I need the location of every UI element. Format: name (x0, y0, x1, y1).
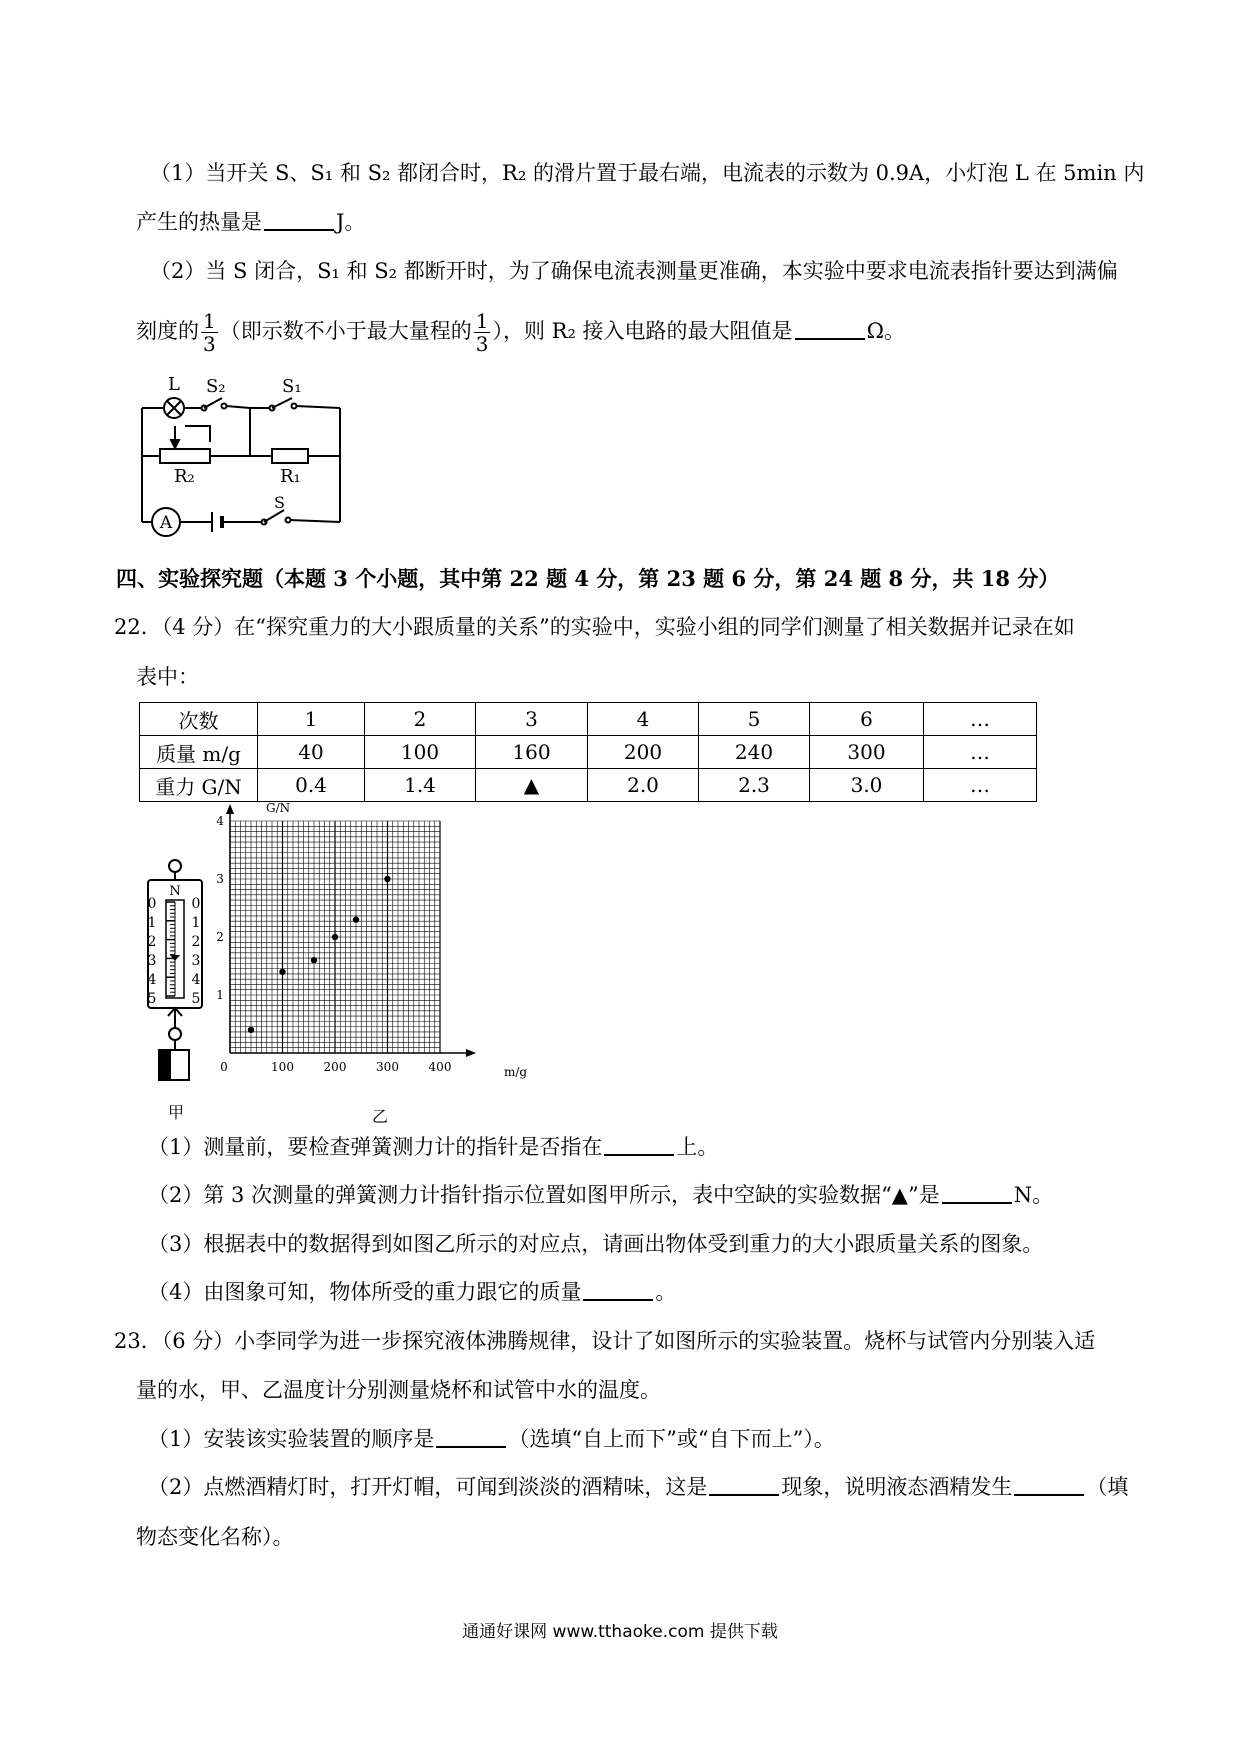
x-tick-label: 200 (323, 1060, 347, 1074)
q21-part2-text-a: 刻度的 (136, 319, 199, 343)
table-cell: 160 (476, 736, 588, 769)
table-cell: 3.0 (810, 769, 924, 802)
table-cell: … (924, 769, 1037, 802)
q21-part2-line1: （2）当 S 闭合，S₁ 和 S₂ 都断开时，为了确保电流表测量更准确，本实验中要求电流表指针要达到满偏 (150, 259, 1118, 283)
fraction-one-third: $\frac{1}{3}$ (475, 309, 489, 356)
svg-text:5: 5 (191, 991, 201, 1007)
svg-text:2: 2 (191, 934, 201, 950)
svg-text:0: 0 (191, 896, 201, 912)
data-point (353, 916, 359, 922)
svg-text:3: 3 (147, 953, 157, 969)
q22-part2: （2）第 3 次测量的弹簧测力计指针指示位置如图甲所示，表中空缺的实验数据“▲”是 N。 (148, 1183, 1054, 1207)
table-cell: … (924, 736, 1037, 769)
answer-blank[interactable] (604, 1134, 674, 1156)
x-tick-label: 300 (376, 1060, 399, 1074)
svg-text:A: A (159, 513, 173, 533)
q23-part2-line2: 物态变化名称）。 (136, 1525, 294, 1549)
table-cell: 重力 G/N (140, 769, 258, 802)
q22-part4: （4）由图象可知，物体所受的重力跟它的质量 。 (148, 1280, 677, 1304)
table-cell: 5 (699, 703, 810, 736)
resistor-r1-symbol (272, 449, 308, 463)
q23-stem-line1: 23．（6 分）小李同学为进一步探究液体沸腾规律，设计了如图所示的实验装置。烧杯与试管内分别装入适 (114, 1329, 1096, 1353)
ammeter-symbol (152, 508, 180, 536)
answer-blank[interactable] (436, 1426, 506, 1448)
svg-text:4: 4 (191, 972, 201, 988)
x-axis-arrow (466, 1049, 476, 1057)
data-point (332, 934, 338, 940)
table-cell: 0.4 (258, 769, 365, 802)
table-cell: 2.3 (699, 769, 810, 802)
circuit-diagram (130, 370, 360, 533)
q21-part1-text-b: J。 (336, 210, 366, 234)
y-axis-label: G/N (266, 801, 291, 815)
data-point (384, 876, 390, 882)
table-cell: 1.4 (365, 769, 476, 802)
switch-s1-symbol (270, 398, 297, 411)
lamp-symbol (164, 398, 184, 418)
table-cell: 240 (699, 736, 810, 769)
table-header-row (140, 703, 1037, 736)
table-cell: 2.0 (588, 769, 699, 802)
table-cell: 6 (810, 703, 924, 736)
q21-part2-text-c: ），则 R₂ 接入电路的最大阻值是 (492, 319, 793, 343)
table-cell: 次数 (140, 703, 258, 736)
svg-text:3: 3 (191, 953, 201, 969)
answer-blank[interactable] (264, 209, 334, 231)
label-s: S (274, 493, 285, 512)
q21-part1-line1: （1）当开关 S、S₁ 和 S₂ 都闭合时，R₂ 的滑片置于最右端，电流表的示数为 0.9A，小灯泡 L 在 5min 内 (150, 161, 1145, 185)
y-tick-label: 1 (216, 988, 224, 1002)
x-tick-label: 0 (220, 1060, 228, 1074)
q22-part3: （3）根据表中的数据得到如图乙所示的对应点，请画出物体受到重力的大小跟质量关系的图象。 (148, 1232, 1044, 1256)
table-row (140, 736, 1037, 769)
switch-s-symbol (262, 510, 291, 525)
svg-text:4: 4 (147, 972, 157, 988)
table-cell: 质量 m/g (140, 736, 258, 769)
page-footer: 通通好课网 www.tthaoke.com 提供下载 (462, 1622, 778, 1642)
figure-jia-label: 甲 (168, 1103, 185, 1122)
table-row (140, 769, 1037, 802)
chart-tick-labels (216, 814, 451, 1074)
table-cell: ▲ (476, 769, 588, 802)
q23-part1: （1）安装该实验装置的顺序是 （选填“自上而下”或“自下而上”）。 (148, 1427, 835, 1451)
svg-text:1: 1 (147, 915, 157, 931)
label-l: L (168, 374, 180, 395)
answer-blank[interactable] (795, 318, 865, 340)
x-tick-label: 400 (428, 1060, 452, 1074)
battery-symbol (212, 512, 222, 532)
x-tick-label: 100 (271, 1060, 294, 1074)
q22-stem-line2: 表中： (136, 665, 199, 689)
table-cell: … (924, 703, 1037, 736)
scatter-chart (216, 800, 540, 1100)
q22-part1: （1）测量前，要检查弹簧测力计的指针是否指在 上。 (148, 1135, 719, 1159)
answer-blank[interactable] (1014, 1474, 1084, 1496)
label-r1: R₁ (280, 466, 301, 487)
svg-text:0: 0 (147, 896, 157, 912)
spring-scale-figure (140, 858, 210, 1128)
section-heading: 四、实验探究题（本题 3 个小题，其中第 22 题 4 分，第 23 题 6 分，第 24 题 8 分，共 18 分） (116, 566, 1060, 591)
fraction-one-third: $\frac{1}{3}$ (203, 309, 216, 356)
label-s2: S₂ (206, 376, 226, 397)
data-point (248, 1027, 254, 1033)
table-cell: 40 (258, 736, 365, 769)
switch-s2-symbol (202, 398, 227, 411)
q21-part2-text-d: Ω。 (866, 319, 905, 343)
figure-yi-label: 乙 (372, 1107, 389, 1126)
answer-blank[interactable] (583, 1279, 653, 1301)
y-axis-arrow (226, 804, 234, 814)
q21-part1-text-a: 产生的热量是 (136, 210, 262, 234)
table-cell: 100 (365, 736, 476, 769)
y-tick-label: 3 (216, 872, 224, 886)
table-cell: 4 (588, 703, 699, 736)
y-tick-label: 2 (216, 930, 224, 944)
label-s1: S₁ (282, 376, 302, 397)
data-point (279, 969, 285, 975)
svg-text:2: 2 (147, 934, 157, 950)
table-cell: 200 (588, 736, 699, 769)
answer-blank[interactable] (709, 1474, 779, 1496)
q21-part2-text-b: （即示数不小于最大量程的 (219, 319, 472, 343)
x-axis-label: m/g (504, 1065, 528, 1079)
q22-stem-line1: 22．（4 分）在“探究重力的大小跟质量的关系”的实验中，实验小组的同学们测量了相关数据并记录在如 (114, 615, 1075, 639)
q23-stem-line2: 量的水，甲、乙温度计分别测量烧杯和试管中水的温度。 (136, 1378, 661, 1402)
data-table (139, 702, 1037, 802)
data-point (311, 957, 317, 963)
answer-blank[interactable] (942, 1182, 1012, 1204)
q21-part1-line2 (136, 207, 365, 237)
q23-part2-line1: （2）点燃酒精灯时，打开灯帽，可闻到淡淡的酒精味，这是 现象，说明液态酒精发生 （填 (148, 1475, 1129, 1499)
table-cell: 2 (365, 703, 476, 736)
table-cell: 300 (810, 736, 924, 769)
svg-text:1: 1 (191, 915, 201, 931)
table-cell: 3 (476, 703, 588, 736)
table-cell: 1 (258, 703, 365, 736)
rheostat-r2-symbol (160, 426, 210, 463)
y-tick-label: 4 (216, 814, 224, 828)
label-r2: R₂ (174, 466, 195, 487)
scale-unit-label: N (169, 884, 181, 899)
q21-part2-line2 (136, 310, 905, 355)
svg-text:5: 5 (147, 991, 157, 1007)
